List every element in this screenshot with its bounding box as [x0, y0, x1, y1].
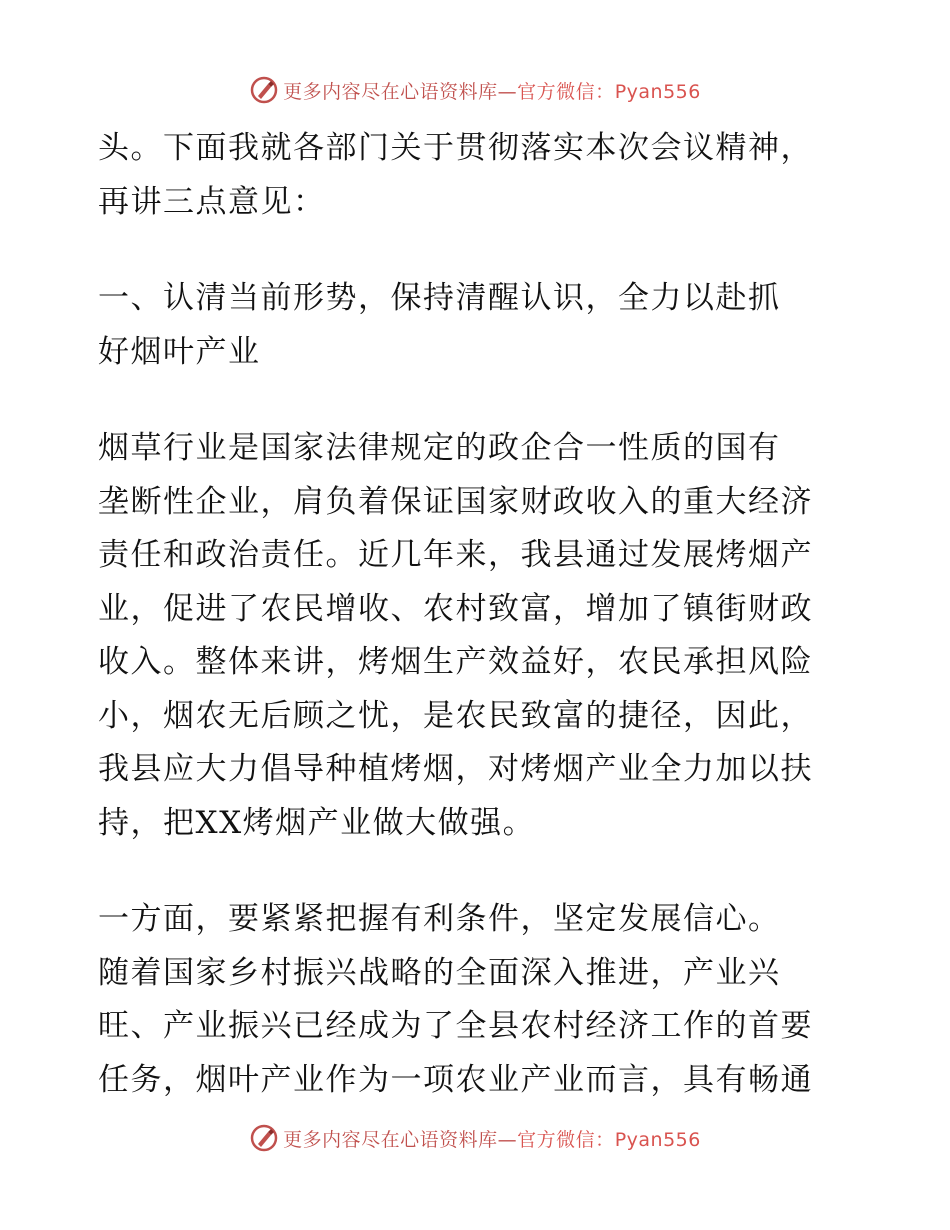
watermark-banner-top: [0, 70, 950, 110]
text-line: 头。下面我就各部门关于贯彻落实本次会议精神，: [98, 130, 813, 166]
watermark-text: [283, 77, 701, 104]
watermark-wechat-id: Pyan556: [614, 1128, 701, 1151]
watermark-wechat-id: Pyan556: [614, 80, 701, 103]
heading-line: 好烟叶产业: [98, 333, 261, 370]
pen-logo-icon: [249, 1123, 279, 1153]
watermark-separator: —: [497, 80, 518, 103]
document-body: [98, 122, 858, 1107]
paragraph-favorable-conditions: [98, 893, 858, 1107]
heading-line: 一、认清当前形势，保持清醒认识，全力以赴抓: [98, 280, 781, 316]
text-line: 旺、产业振兴已经成为了全县农村经济工作的首要: [98, 1008, 813, 1044]
pen-logo-icon: [249, 75, 279, 105]
watermark-wechat-label: 官方微信：: [517, 1128, 615, 1151]
paragraph-continuation: [98, 122, 858, 229]
text-line: 垄断性企业，肩负着保证国家财政收入的重大经济: [98, 483, 813, 520]
watermark-separator: —: [497, 1128, 518, 1151]
text-line: 小，烟农无后顾之忧，是农民致富的捷径，因此，: [98, 697, 813, 734]
watermark-site: 更多内容尽在心语资料库: [283, 1128, 498, 1151]
watermark-site: 更多内容尽在心语资料库: [283, 80, 498, 103]
text-line: 责任和政治责任。近几年来，我县通过发展烤烟产: [98, 537, 813, 573]
text-line: 随着国家乡村振兴战略的全面深入推进，产业兴: [98, 954, 781, 991]
text-line: 再讲三点意见：: [98, 183, 326, 220]
text-line: 一方面，要紧紧把握有利条件，坚定发展信心。: [98, 901, 781, 937]
text-line: 任务，烟叶产业作为一项农业产业而言，具有畅通: [98, 1061, 813, 1098]
text-line: 烟草行业是国家法律规定的政企合一性质的国有: [98, 430, 781, 466]
paragraph-tobacco-industry: [98, 422, 858, 850]
section-heading: [98, 272, 858, 379]
text-line: 业，促进了农民增收、农村致富，增加了镇街财政: [98, 590, 813, 627]
watermark-wechat-label: 官方微信：: [517, 80, 615, 103]
watermark-text: [283, 1125, 701, 1152]
text-line: 持，把XX烤烟产业做大做强。: [98, 804, 536, 841]
text-line: 收入。整体来讲，烤烟生产效益好，农民承担风险: [98, 644, 813, 680]
watermark-banner-bottom: [0, 1118, 950, 1158]
text-line: 我县应大力倡导种植烤烟，对烤烟产业全力加以扶: [98, 751, 813, 787]
